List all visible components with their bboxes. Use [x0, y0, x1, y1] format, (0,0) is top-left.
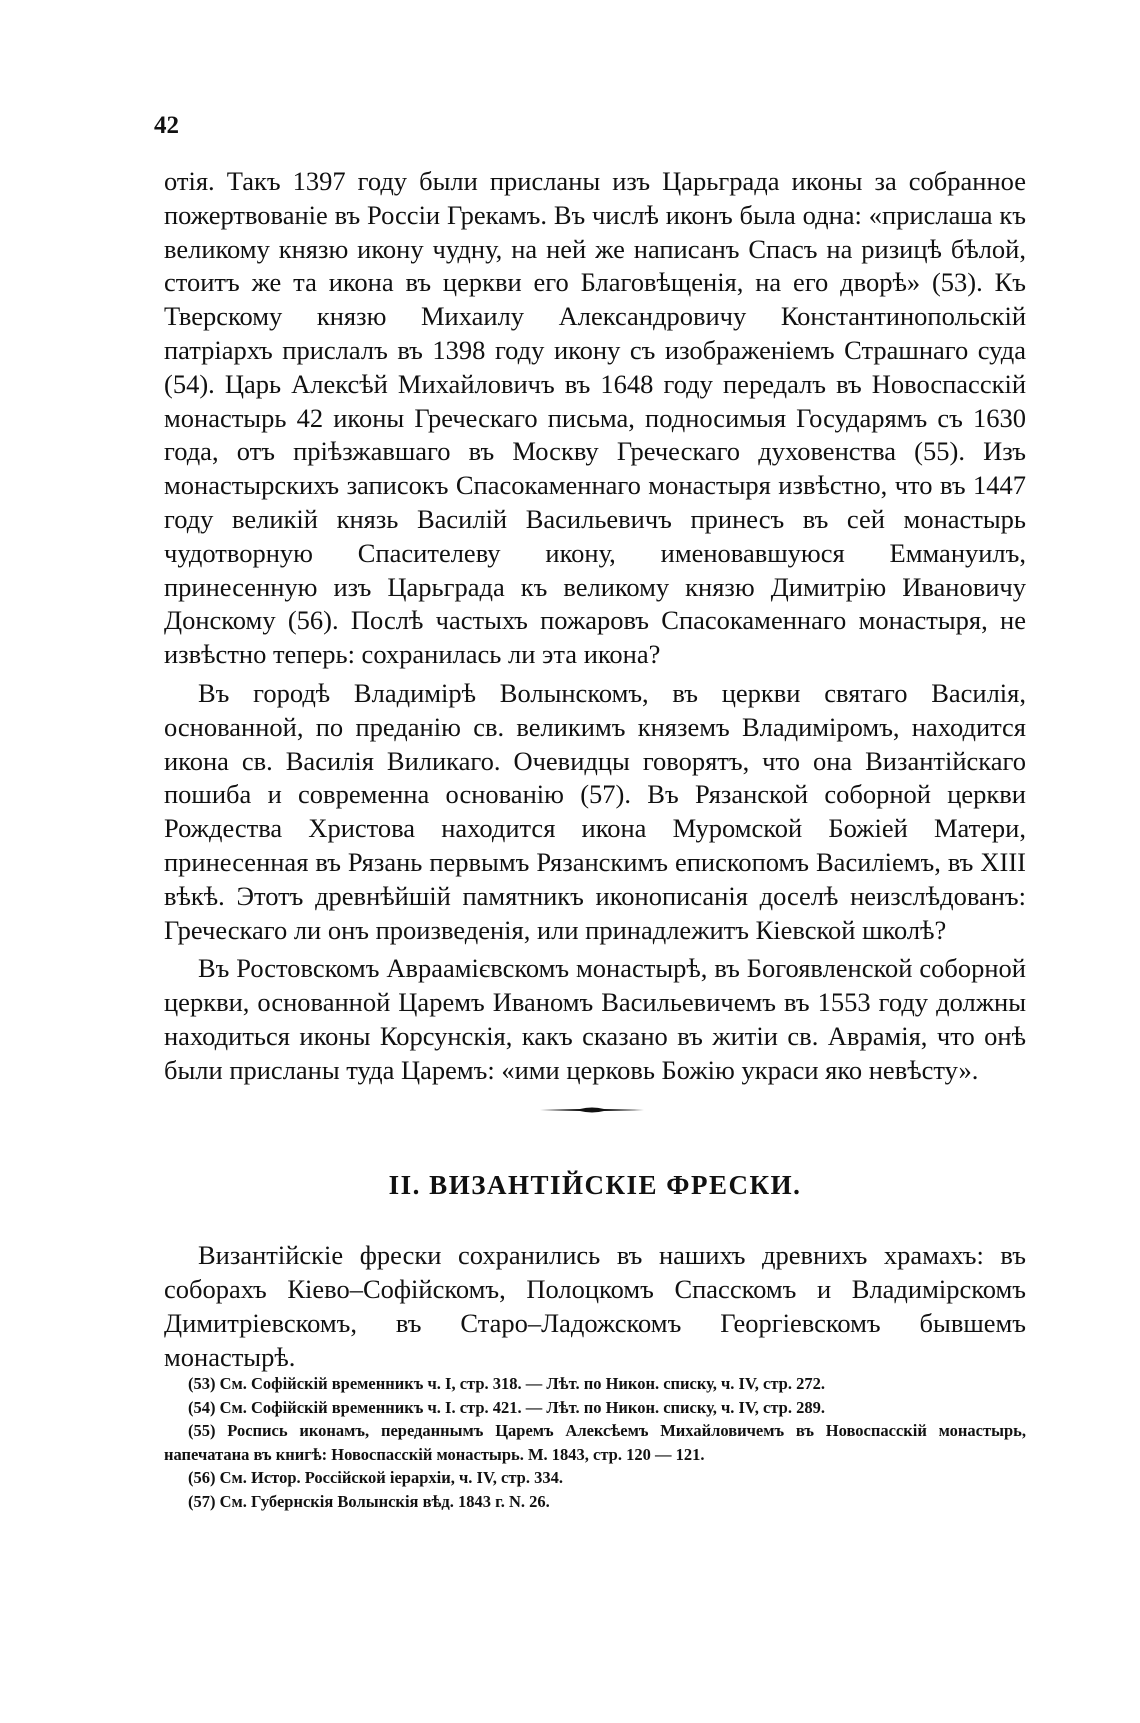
footnotes: [164, 1372, 1026, 1514]
page-number: 42: [154, 112, 179, 139]
paragraph: Въ Ростовскомъ Авраамієвскомъ монастырѣ, въ Богоявленской соборной церкви, основанной Царемъ Иваномъ Васильевичемъ въ 1553 году должны находиться иконы Корсунскія, какъ сказано въ житіи св. Аврамія, что онѣ были присланы туда Царемъ: «ими церковь Божію украси яко невѣсту».: [164, 953, 1026, 1085]
footnote: (53) См. Софійскій временникъ ч. I, стр. 318. — Лѣт. по Никон. списку, ч. IV, стр. 272.: [188, 1374, 825, 1393]
paragraph: Въ городѣ Владимірѣ Волынскомъ, въ церкви святаго Василія, основанной, по преданію св. великимъ княземъ Владиміромъ, находится икона св. Василія Виликаго. Очевидцы говорятъ, что она Византійскаго пошиба и современна основанію (57). Въ Рязанской соборной церкви Рождества Христова находится икона Муромской Божіей Матери, принесенная въ Рязань первымъ Рязанскимъ епископомъ Василіемъ, въ XIII вѣкѣ. Этотъ древнѣйшій памятникъ иконописанія доселѣ неизслѣдованъ: Греческаго ли онъ произведенія, или принадлежитъ Кіевской школѣ?: [164, 677, 1026, 945]
footnote: (55) Роспись иконамъ, переданнымъ Царемъ Алексѣемъ Михайловичемъ въ Новоспасскій монастырь, напечатана въ книгѣ: Новоспасскій монастырь. М. 1843, стр. 120 — 121.: [164, 1421, 1026, 1464]
body-text: [164, 165, 1026, 1093]
section-body: [164, 1238, 1026, 1374]
footnote: (57) См. Губернскія Волынскія вѣд. 1843 г. N. 26.: [188, 1491, 550, 1511]
paragraph: Византійскіе фрески сохранились въ нашихъ древнихъ храмахъ: въ соборахъ Кіево–Софійскомъ, Полоцкомъ Спасскомъ и Владимірскомъ Димитріевскомъ, въ Старо–Ладожскомъ Георгіевскомъ бывшемъ монастырѣ.: [164, 1240, 1026, 1372]
ornamental-divider: [540, 1104, 644, 1116]
section-title: II. ВИЗАНТІЙСКІЕ ФРЕСКИ.: [388, 1170, 802, 1200]
paragraph: отія. Такъ 1397 году были присланы изъ Царьграда иконы за собранное пожертвованіе въ Россіи Грекамъ. Въ числѣ иконъ была одна: «прислаша къ великому князю икону чудну, на ней же написанъ Спасъ на ризицѣ бѣлой, стоитъ же та икона въ церкви его Благовѣщенія, на его дворѣ» (53). Къ Тверскому князю Михаилу Александровичу Константинопольскій патріархъ прислалъ въ 1398 году икону съ изображеніемъ Страшнаго суда (54). Царь Алексѣй Михайловичъ въ 1648 году передалъ въ Новоспасскій монастырь 42 иконы Греческаго письма, подносимыя Государямъ съ 1630 года, отъ пріѣзжавшаго въ Москву Греческаго духовенства (55). Изъ монастырскихъ записокъ Спасокаменнаго монастыря извѣстно, что въ 1447 году великій князь Василій Васильевичъ принесъ въ сей монастырь чудотворную Спасителеву икону, именовавшуюся Еммануилъ, принесенную изъ Царьграда къ великому князю Димитрію Ивановичу Донскому (56). Послѣ частыхъ пожаровъ Спасокаменнаго монастыря, не извѣстно теперь: сохранилась ли эта икона?: [164, 166, 1026, 670]
footnote: (56) См. Истор. Россійской іерархіи, ч. IV, стр. 334.: [188, 1468, 563, 1488]
footnote: (54) См. Софійскій временникъ ч. I. стр. 421. — Лѣт. по Никон. списку, ч. IV, стр. 289.: [188, 1397, 825, 1417]
